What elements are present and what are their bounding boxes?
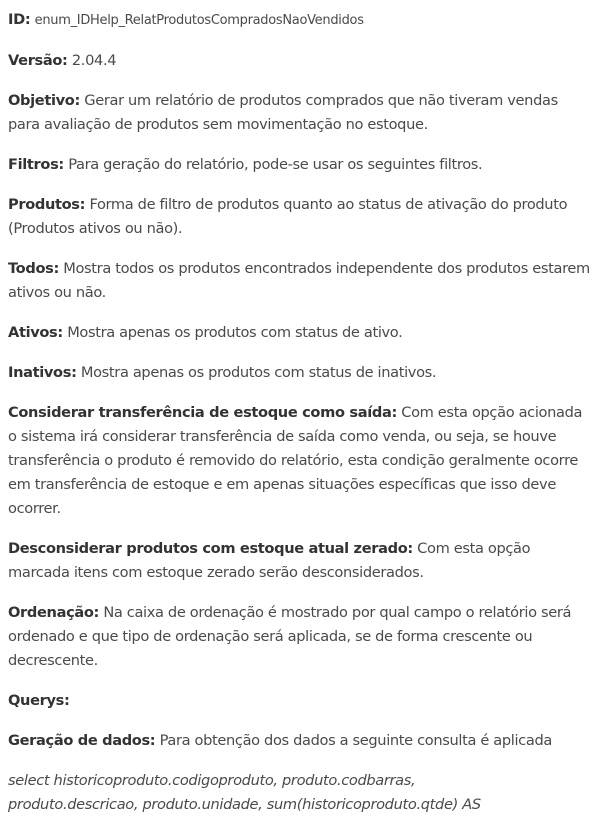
data-generation-text: Para obtenção dos dados a seguinte consulta é aplicada xyxy=(159,732,552,749)
products-text: Forma de filtro de produtos quanto ao status de ativação do produto (Produtos ativos ou não). xyxy=(8,196,568,237)
id-label: ID: xyxy=(8,11,31,28)
objective-label: Objetivo: xyxy=(8,92,80,109)
inactive-paragraph xyxy=(8,361,592,385)
all-paragraph xyxy=(8,257,592,305)
zero-stock-text: Com esta opção marcada itens com estoque zerado serão desconsiderados. xyxy=(8,540,531,581)
filters-label: Filtros: xyxy=(8,156,64,173)
active-label: Ativos: xyxy=(8,324,63,341)
objective-text: Gerar um relatório de produtos comprados que não tiveram vendas para avaliação de produtos sem movimentação no estoque. xyxy=(8,92,558,133)
zero-stock-paragraph xyxy=(8,537,592,585)
ordering-text: Na caixa de ordenação é mostrado por qual campo o relatório será ordenado e que tipo de ordenação será aplicada, se de forma crescente ou decrescente. xyxy=(8,604,572,669)
ordering-label: Ordenação: xyxy=(8,604,100,621)
products-paragraph xyxy=(8,193,592,241)
inactive-text: Mostra apenas os produtos com status de inativos. xyxy=(80,364,437,381)
all-label: Todos: xyxy=(8,260,59,277)
version-label: Versão: xyxy=(8,52,68,69)
queries-label: Querys: xyxy=(8,692,70,709)
active-text: Mostra apenas os produtos com status de ativo. xyxy=(67,324,403,341)
version-line xyxy=(8,49,592,73)
sql-line: select historicoproduto.codigoproduto, produto.codbarras, xyxy=(8,772,416,789)
version-value: 2.04.4 xyxy=(71,52,117,69)
transfer-paragraph xyxy=(8,401,592,521)
objective-paragraph xyxy=(8,89,592,137)
sql-query xyxy=(8,769,592,817)
id-line xyxy=(8,8,592,33)
zero-stock-label: Desconsiderar produtos com estoque atual zerado: xyxy=(8,540,413,557)
ordering-paragraph xyxy=(8,601,592,673)
queries-heading xyxy=(8,689,592,713)
filters-text: Para geração do relatório, pode-se usar os seguintes filtros. xyxy=(68,156,483,173)
filters-paragraph xyxy=(8,153,592,177)
id-value: enum_IDHelp_RelatProdutosCompradosNaoVendidos xyxy=(34,13,364,28)
all-text: Mostra todos os produtos encontrados independente dos produtos estarem ativos ou não. xyxy=(8,260,590,301)
transfer-label: Considerar transferência de estoque como saída: xyxy=(8,404,397,421)
data-generation-label: Geração de dados: xyxy=(8,732,156,749)
products-label: Produtos: xyxy=(8,196,86,213)
sql-line: produto.descricao, produto.unidade, sum(historicoproduto.qtde) AS xyxy=(8,796,481,813)
transfer-text: Com esta opção acionada o sistema irá considerar transferência de saída como venda, ou seja, se houve transferência o produto é removido do relatório, esta condição geralmente ocorre em transferência de estoque e em apenas situações específicas que isso deve ocorrer. xyxy=(8,404,583,517)
data-generation-paragraph xyxy=(8,729,592,753)
inactive-label: Inativos: xyxy=(8,364,77,381)
active-paragraph xyxy=(8,321,592,345)
